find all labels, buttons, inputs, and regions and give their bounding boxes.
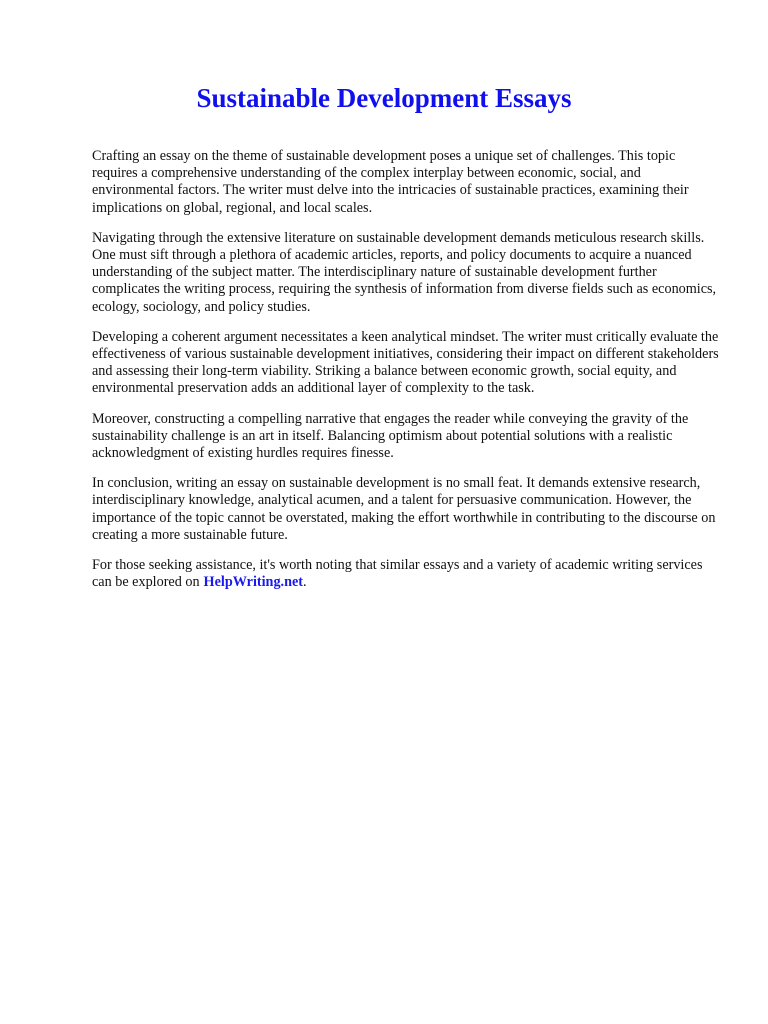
page-title: Sustainable Development Essays — [196, 83, 572, 113]
helpwriting-link[interactable]: HelpWriting.net — [203, 574, 303, 591]
paragraph-research: Navigating through the extensive literature on sustainable development demands meticulous research skills. One must sift through a plethora of academic articles, reports, and policy documents to acquire a nuanced understanding of the subject matter. The interdisciplinary nature of sustainable development further complicates the writing process, requiring the synthesis of information from diverse fields such as economics, ecology, sociology, and policy studies. — [92, 229, 717, 315]
paragraph-argument: Developing a coherent argument necessitates a keen analytical mindset. The writer must critically evaluate the effectiveness of various sustainable development initiatives, considering their impact on different stakeholders and assessing their long-term viability. Striking a balance between economic growth, social equity, and environmental preservation adds an additional layer of complexity to the task. — [92, 328, 719, 397]
paragraph-closing — [92, 557, 724, 591]
closing-text: For those seeking assistance, it's worth noting that similar essays and a variety of academic writing services can be explored on — [92, 557, 703, 591]
paragraph-intro: Crafting an essay on the theme of sustainable development poses a unique set of challenges. This topic requires a comprehensive understanding of the complex interplay between economic, social, and environmental factors. The writer must delve into the intricacies of sustainable practices, examining their implications on global, regional, and local scales. — [92, 148, 689, 216]
paragraph-conclusion: In conclusion, writing an essay on sustainable development is no small feat. It demands extensive research, interdisciplinary knowledge, analytical acumen, and a talent for persuasive communication. However, the importance of the topic cannot be overstated, making the effort worthwhile in contributing to the discourse on creating a more sustainable future. — [92, 475, 716, 543]
paragraph-narrative: Moreover, constructing a compelling narrative that engages the reader while conveying the gravity of the sustainability challenge is an art in itself. Balancing optimism about potential solutions with a realistic acknowledgment of existing hurdles requires finesse. — [92, 410, 689, 462]
closing-period: . — [303, 574, 307, 591]
